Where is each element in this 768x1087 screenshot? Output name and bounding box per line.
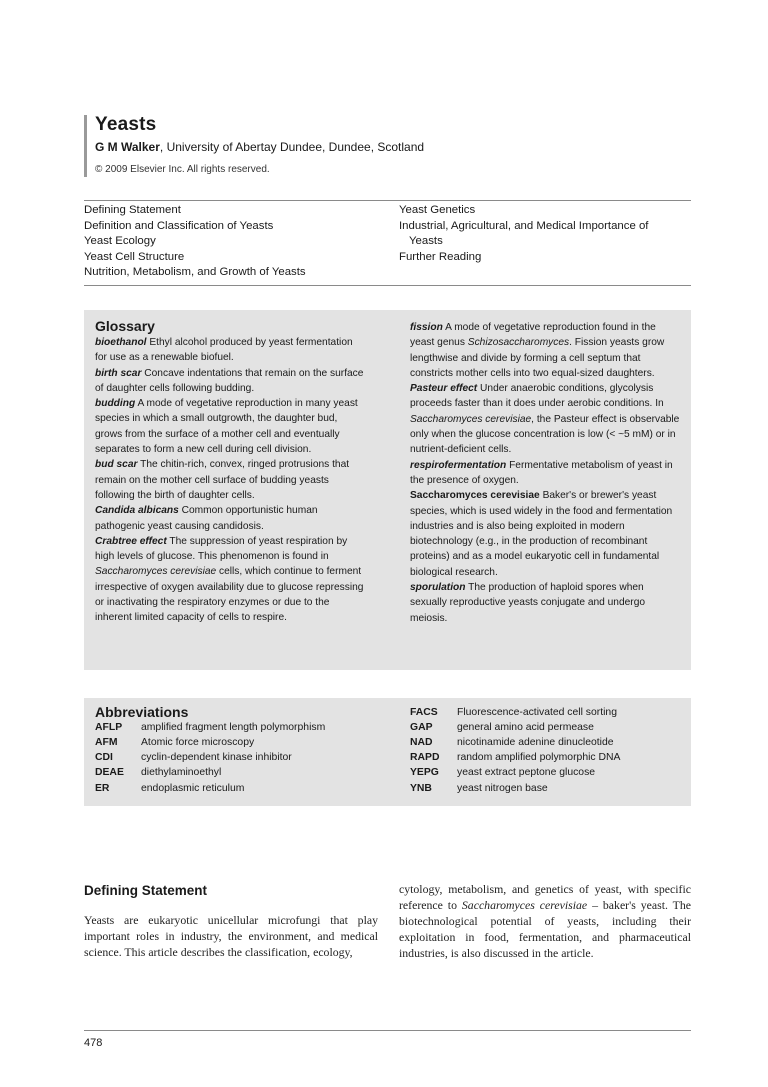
abbreviation-key: GAP [410,722,433,733]
genus-name: Schizosaccharomyces [467,337,570,349]
toc-item[interactable]: Yeast Genetics [399,204,476,216]
abbreviation-row [95,783,244,794]
toc-item[interactable]: Defining Statement [84,204,181,216]
toc-item[interactable]: Yeast Cell Structure [84,250,185,263]
article-title: Yeasts [95,114,157,135]
glossary-term: birth scar [95,367,142,379]
abbreviation-row [410,752,620,763]
glossary-definition: Fermentative metabolism of yeast in the presence of oxygen. [410,459,673,486]
toc-bottom-rule [84,285,691,286]
glossary-right-column [410,320,681,626]
toc-left-column [84,203,306,281]
glossary-definition: Common opportunistic human pathogenic yeast causing candidosis. [95,505,318,532]
abbreviation-key: AFLP [95,722,123,733]
glossary-definition: A mode of vegetative reproduction in many yeast species in which a small outgrowth, the daughter bud, grows from the surface of a mother cell and eventually separates to form a new cell during cell division. [95,398,358,456]
abbreviation-key: CDI [95,752,113,763]
glossary-entry [95,457,367,503]
glossary-term: bud scar [95,459,138,471]
abbreviations-heading: Abbreviations [95,704,189,720]
abbreviation-row [410,767,595,778]
glossary-entry [95,534,367,626]
glossary-term: fission [410,322,443,333]
abbreviation-expansion: yeast nitrogen base [457,783,548,794]
abbreviation-expansion: endoplasmic reticulum [141,783,245,794]
species-name: Saccharomyces cerevisiae [461,898,588,912]
abbreviation-row [410,722,594,733]
abbreviation-row [410,783,548,794]
body-text: cytology, metabolism, and genetics of yeast, with specific reference to [399,882,691,912]
abbreviation-key: YNB [410,783,432,794]
abbreviation-key: AFM [95,737,118,748]
toc-item-continued[interactable]: Yeasts [409,235,443,247]
footer-rule [84,1030,691,1031]
section-heading: Defining Statement [84,883,208,898]
toc-item[interactable]: Definition and Classification of Yeasts [84,219,274,232]
glossary-term: Crabtree effect [95,535,167,547]
author-name: G M Walker [95,140,160,154]
abbreviation-expansion: Fluorescence-activated cell sorting [457,707,617,718]
abbreviation-row [410,737,614,748]
glossary-entry [95,396,367,457]
toc-right-column [399,203,648,265]
author-affiliation: , University of Abertay Dundee, Dundee, Scotland [159,140,425,154]
defining-statement-right-text [399,881,691,961]
title-accent-bar [84,115,87,177]
abbreviation-key: YEPG [410,767,439,778]
species-name: Saccharomyces cerevisiae [95,566,217,578]
abbreviation-row [95,737,254,748]
toc-item[interactable]: Industrial, Agricultural, and Medical Importance of [399,219,649,232]
glossary-term: sporulation [410,582,466,594]
glossary-entry [410,320,681,381]
glossary-term: respirofermentation [410,459,507,471]
glossary-definition: Concave indentations that remain on the surface of daughter cells following budding. [95,367,364,394]
author-line [95,140,424,154]
abbreviation-expansion: amplified fragment length polymorphism [141,722,326,733]
glossary-definition: The suppression of yeast respiration by high levels of glucose. This phenomenon is found in [95,535,348,563]
abbreviation-row [410,707,617,718]
glossary-definition: A mode of vegetative reproduction found in the yeast genus [410,322,656,349]
glossary-left-column [95,335,367,626]
toc-item[interactable]: Further Reading [399,250,482,263]
abbreviation-expansion: yeast extract peptone glucose [457,767,596,778]
abbreviation-expansion: diethylaminoethyl [141,767,222,778]
abbreviation-key: NAD [410,737,433,748]
glossary-heading: Glossary [95,318,155,334]
toc-top-rule [84,200,691,201]
glossary-entry [410,381,681,457]
glossary-entry [95,366,367,397]
toc-item[interactable]: Yeast Ecology [84,235,156,247]
glossary-definition: cells, which continue to ferment irrespective of oxygen availability due to glucose repressing or inactivating the respiratory enzymes or due to the inherent limited capacity of cells to respire. [95,566,364,624]
abbreviation-expansion: Atomic force microscopy [141,737,255,748]
glossary-term: Pasteur effect [410,383,478,395]
copyright-notice: © 2009 Elsevier Inc. All rights reserved. [95,164,270,175]
body-text: – baker's yeast. The biotechnological potential of yeasts, including their exploitation in food, fermentation, and pharmaceutical industries, is also discussed in the article. [399,898,691,960]
glossary-entry [95,335,367,366]
abbreviation-expansion: nicotinamide adenine dinucleotide [457,737,614,748]
abbreviation-expansion: random amplified polymorphic DNA [457,752,621,763]
abbreviation-key: DEAE [95,767,124,778]
toc-item[interactable]: Nutrition, Metabolism, and Growth of Yeasts [84,266,306,278]
abbreviation-row [95,722,325,733]
glossary-definition: . Fission yeasts grow lengthwise and divide by forming a cell septum that constricts mother cells into two equal-sized daughters. [410,337,665,379]
defining-statement-left-text: Yeasts are eukaryotic unicellular microfungi that play important roles in industry, the environment, and medical science. This article describes the classification, ecology, [84,913,378,959]
glossary-term: Saccharomyces cerevisiae [410,490,540,502]
glossary-definition: The chitin-rich, convex, ringed protrusions that remain on the mother cell surface of budding yeasts following the birth of daughter cells. [95,459,350,501]
species-name: Saccharomyces cerevisiae [410,413,532,425]
glossary-definition: Under anaerobic conditions, glycolysis proceeds faster than it does under aerobic conditions. In [410,383,664,410]
abbreviation-expansion: general amino acid permease [457,722,594,733]
glossary-definition: Ethyl alcohol produced by yeast fermentation for use as a renewable biofuel. [95,337,353,364]
glossary-entry [410,458,681,489]
glossary-term: budding [95,398,136,410]
glossary-term: bioethanol [95,337,147,348]
glossary-definition: The production of haploid spores when sexually reproductive yeasts conjugate and undergo meiosis. [410,582,646,624]
abbreviation-key: RAPD [410,752,440,763]
glossary-entry [95,503,367,534]
glossary-term: Candida albicans [95,505,179,517]
abbreviation-row [95,752,292,763]
abbreviation-key: FACS [410,707,438,718]
abbreviation-expansion: cyclin-dependent kinase inhibitor [141,752,292,763]
abbreviation-row [95,767,221,778]
abbreviation-key: ER [95,783,110,794]
glossary-definition: , the Pasteur effect is observable only when the glucose concentration is low (< ~5 mM) or in nutrient-deficient cells. [410,413,680,456]
page-number: 478 [84,1037,103,1049]
glossary-entry [410,580,681,626]
glossary-definition: Baker's or brewer's yeast species, which is used widely in the food and fermentation industries and is also being exploited in modern biotechnology (e.g., in the production of recombinant proteins) and as a model eukaryotic cell in fundamental biological research. [410,490,673,578]
glossary-entry [410,488,681,580]
